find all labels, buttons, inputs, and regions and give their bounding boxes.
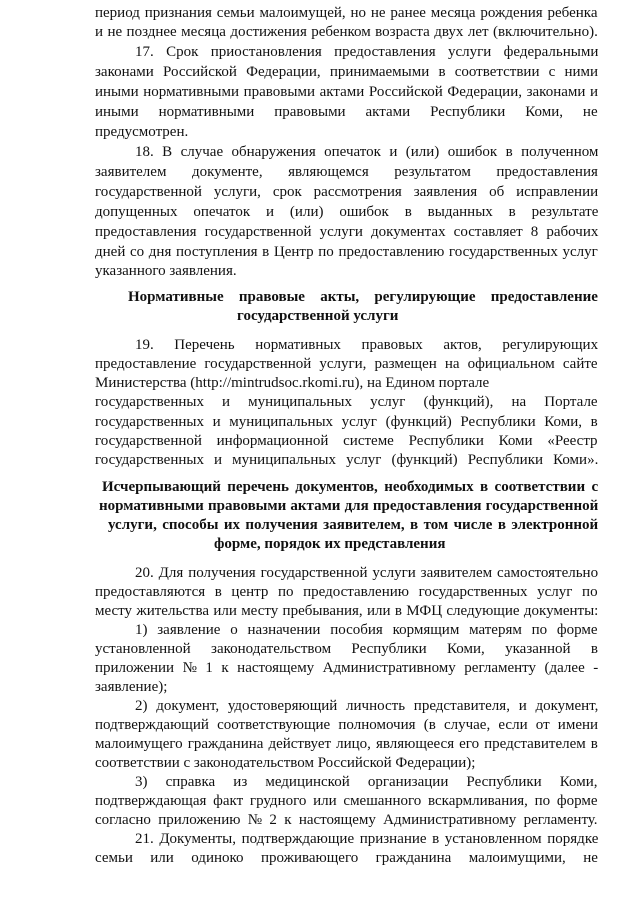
section-heading-documents-line-4: форме, порядок их представления <box>214 536 446 552</box>
item-2-line-1: 2) документ, удостоверяющий личность представителя, и документ, <box>135 698 599 714</box>
paragraph-16-line-1: период признания семьи малоимущей, но не ранее месяца рождения ребенка <box>95 5 598 21</box>
item-2-line-4: соответствии с законодательством Российской Федерации); <box>95 755 476 771</box>
paragraph-19-line-3: Министерства (http://mintrudsoc.rkomi.ru), на Едином портале <box>95 375 490 391</box>
paragraph-18-line-2: заявителем документе, являющемся результатом предоставления <box>95 164 598 180</box>
item-3-line-3: согласно приложению № 2 к настоящему Административному регламенту. <box>95 812 598 828</box>
paragraph-18-line-7: указанного заявления. <box>95 263 237 279</box>
paragraph-17-line-3: иными нормативными правовыми актами Российской Федерации, законами и <box>95 84 599 100</box>
paragraph-17-line-5: предусмотрен. <box>95 124 189 140</box>
paragraph-18-line-3: государственной услуги, срок рассмотрения заявления об исправлении <box>95 184 599 200</box>
paragraph-16-line-2: и не позднее месяца достижения ребенком возраста двух лет (включительно). <box>95 24 598 40</box>
paragraph-19-line-7: государственных и муниципальных услуг (функций) Республики Коми». <box>95 452 599 468</box>
paragraph-19-line-2: предоставление государственной услуги, размещен на официальном сайте <box>95 356 598 372</box>
paragraph-17-line-4: иными нормативными правовыми актами Республики Коми, не <box>95 104 598 120</box>
paragraph-18-line-4: допущенных опечаток и (или) ошибок в выданных в результате <box>95 204 599 220</box>
paragraph-19-line-1: 19. Перечень нормативных правовых актов, регулирующих <box>135 337 599 353</box>
section-heading-documents-line-1: Исчерпывающий перечень документов, необходимых в соответствии с <box>102 479 599 495</box>
item-1-line-2: установленной законодательством Республики Коми, указанной в <box>95 641 598 657</box>
item-1-line-4: заявление); <box>95 679 168 695</box>
section-heading-legal-acts-line-2: государственной услуги <box>237 308 399 324</box>
item-1-line-1: 1) заявление о назначении пособия кормящим матерям по форме <box>135 622 598 638</box>
paragraph-19-line-5: государственных и муниципальных услуг (функций) Республики Коми, в <box>95 414 598 430</box>
item-2-line-2: подтверждающий соответствующие полномочия (в случае, если от имени <box>95 717 599 733</box>
section-heading-documents-line-2: нормативными правовыми актами для предоставления государственной <box>99 498 599 514</box>
paragraph-20-line-1: 20. Для получения государственной услуги заявителем самостоятельно <box>135 565 599 581</box>
paragraph-18-line-6: дней со дня поступления в Центр по предоставлению государственных услуг <box>95 244 598 260</box>
section-heading-legal-acts-line-1: Нормативные правовые акты, регулирующие предоставление <box>128 289 598 305</box>
item-2-line-3: малоимущего гражданина действует лицо, являющееся его представителем в <box>95 736 598 752</box>
paragraph-19-line-6: государственной информационной системе Республики Коми «Реестр <box>95 433 598 449</box>
item-3-line-2: подтверждающая факт грудного или смешанного вскармливания, по форме <box>95 793 598 809</box>
section-heading-documents-line-3: услуги, способы их получения заявителем, в том числе в электронной <box>108 517 599 533</box>
item-1-line-3: приложении № 1 к настоящему Административному регламенту (далее - <box>95 660 599 676</box>
paragraph-21-line-2: семьи или одиноко проживающего гражданина малоимущими, не <box>95 850 598 866</box>
paragraph-18-line-5: предоставления государственной услуги документах составляет 8 рабочих <box>95 224 599 240</box>
paragraph-20-line-2: предоставляются в центр по предоставлению государственных услуг по <box>95 584 598 600</box>
paragraph-21-line-1: 21. Документы, подтверждающие признание в установленном порядке <box>135 831 599 847</box>
item-3-line-1: 3) справка из медицинской организации Республики Коми, <box>135 774 598 790</box>
paragraph-17-line-1: 17. Срок приостановления предоставления услуги федеральными <box>135 44 599 60</box>
paragraph-18-line-1: 18. В случае обнаружения опечаток и (или) ошибок в полученном <box>135 144 599 160</box>
paragraph-19-line-4: государственных и муниципальных услуг (функций), на Портале <box>95 394 598 410</box>
paragraph-20-line-3: месту жительства или месту пребывания, или в МФЦ следующие документы: <box>95 603 599 619</box>
paragraph-17-line-2: законами Российской Федерации, принимаемыми в соответствии с ними <box>95 64 599 80</box>
